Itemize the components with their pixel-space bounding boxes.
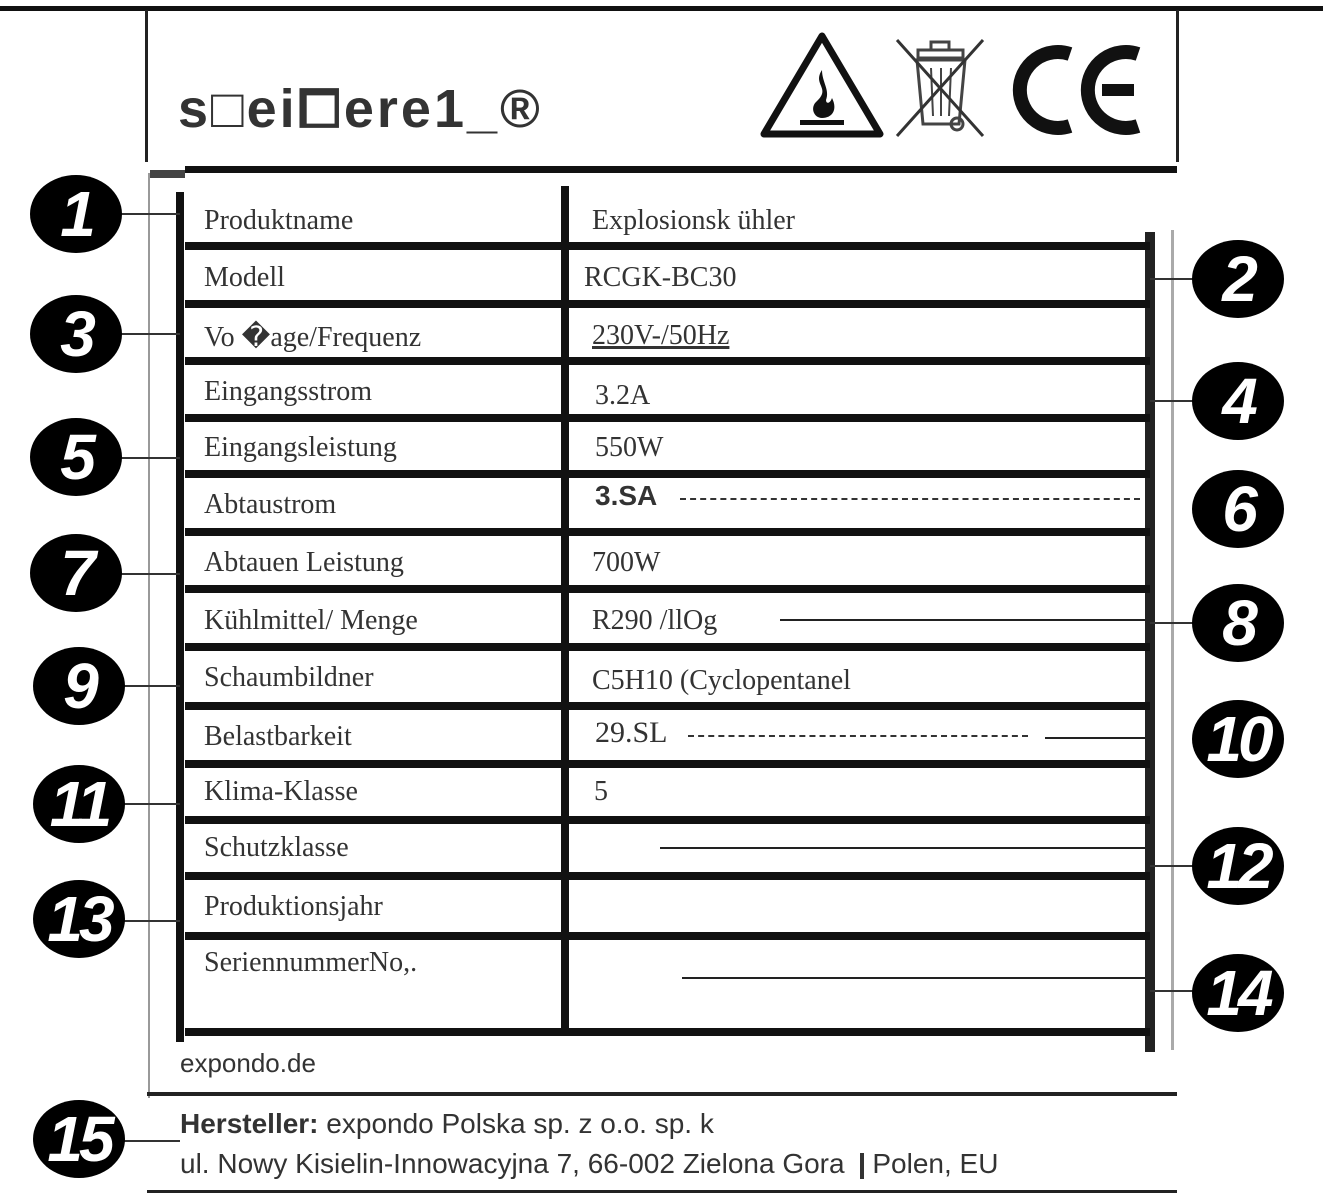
callout-3: 3 — [30, 295, 122, 373]
footer-divider — [147, 1092, 1177, 1096]
address-line — [180, 1148, 998, 1180]
header-divider — [185, 166, 1177, 173]
label-voltage-frequency: Vo �age/Frequenz — [204, 322, 422, 353]
callout-6: 6 — [1192, 470, 1284, 548]
callout-7: 7 — [30, 534, 122, 612]
callout-connector — [120, 920, 180, 922]
value-abtaustrom: 3.SA — [595, 480, 658, 511]
callout-9: 9 — [33, 647, 125, 725]
label-belastbarkeit: Belastbarkeit — [204, 721, 352, 752]
callout-connector — [120, 803, 180, 805]
outer-right-border — [1171, 230, 1174, 1050]
leader-line — [1045, 737, 1145, 739]
table-left-border — [176, 192, 184, 1042]
bottom-border — [147, 1190, 1177, 1193]
value-produktname: Explosionsk ühler — [592, 205, 795, 236]
row-divider — [185, 816, 1150, 824]
row-divider — [185, 702, 1150, 710]
callout-15: 15 — [33, 1100, 125, 1178]
label-eingangsstrom: Eingangsstrom — [204, 376, 372, 407]
separator-bar — [860, 1153, 864, 1179]
label-klima-klasse: Klima-Klasse — [204, 776, 358, 807]
manufacturer-line — [180, 1108, 714, 1140]
brand-logo: s□ei⧠ere1_® — [178, 79, 543, 139]
leader-line — [660, 847, 1150, 849]
label-modell: Modell — [204, 262, 285, 293]
crossed-out-bin-icon — [893, 36, 988, 140]
row-divider — [185, 242, 1150, 250]
manufacturer-country: Polen, EU — [872, 1148, 999, 1179]
leader-line — [688, 735, 1028, 737]
label-abtauen-leistung: Abtauen Leistung — [204, 547, 404, 578]
value-kuehlmittel-menge: R290 /llOg — [592, 605, 718, 636]
callout-connector — [120, 457, 180, 459]
callout-13: 13 — [33, 880, 125, 958]
row-divider — [185, 585, 1150, 593]
row-divider — [185, 643, 1150, 651]
value-klima-klasse: 5 — [594, 776, 608, 807]
manufacturer-name: expondo Polska sp. z o.o. sp. k — [318, 1108, 714, 1139]
label-schaumbildner: Schaumbildner — [204, 662, 374, 693]
footer-website: expondo.de — [180, 1048, 316, 1078]
flammable-warning-icon — [760, 30, 885, 140]
row-divider — [185, 357, 1150, 365]
value-eingangsstrom: 3.2A — [595, 380, 651, 411]
value-voltage-frequency: 230V-/50Hz — [592, 320, 730, 351]
row-divider — [185, 528, 1150, 536]
value-modell: RCGK-BC30 — [584, 262, 737, 293]
label-produktionsjahr: Produktionsjahr — [204, 891, 383, 922]
table-column-divider — [561, 186, 569, 1032]
row-divider — [185, 300, 1150, 308]
row-divider — [185, 470, 1150, 478]
callout-10: 10 — [1192, 700, 1284, 778]
callout-4: 4 — [1192, 362, 1284, 440]
ce-mark-icon — [1010, 40, 1150, 140]
row-divider — [185, 872, 1150, 880]
row-divider — [185, 932, 1150, 940]
leader-line — [780, 619, 1150, 621]
manufacturer-label: Hersteller: — [180, 1108, 319, 1139]
value-eingangsleistung: 550W — [595, 432, 664, 463]
callout-14: 14 — [1192, 954, 1284, 1032]
callout-connector — [120, 573, 180, 575]
label-abtaustrom: Abtaustrom — [204, 489, 337, 520]
callout-1: 1 — [30, 175, 122, 253]
label-eingangsleistung: Eingangsleistung — [204, 432, 397, 463]
value-belastbarkeit: 29.SL — [595, 716, 668, 749]
header-divider-stub — [150, 170, 185, 178]
callout-2: 2 — [1192, 240, 1284, 318]
row-divider — [185, 1028, 1150, 1036]
row-divider — [185, 760, 1150, 768]
callout-11: 11 — [33, 765, 125, 843]
callout-connector — [120, 333, 180, 335]
callout-connector — [120, 1140, 180, 1142]
label-schutzklasse: Schutzklasse — [204, 832, 349, 863]
callout-connector — [120, 213, 180, 215]
outer-left-border — [148, 173, 150, 1098]
leader-line — [682, 977, 1150, 979]
callout-connector — [120, 685, 180, 687]
manufacturer-address: ul. Nowy Kisielin-Innowacyjna 7, 66-002 Zielona Gora — [180, 1148, 845, 1179]
label-produktname: Produktname — [204, 205, 354, 236]
callout-12: 12 — [1192, 827, 1284, 905]
label-seriennummer: SeriennummerNo,. — [204, 947, 418, 978]
value-schaumbildner: C5H10 (Cyclopentanel — [592, 665, 851, 696]
row-divider — [185, 414, 1150, 422]
label-kuehlmittel-menge: Kühlmittel/ Menge — [204, 605, 418, 636]
value-abtauen-leistung: 700W — [592, 547, 661, 578]
leader-line — [680, 498, 1140, 500]
table-right-border — [1145, 232, 1155, 1052]
callout-8: 8 — [1192, 584, 1284, 662]
callout-5: 5 — [30, 418, 122, 496]
